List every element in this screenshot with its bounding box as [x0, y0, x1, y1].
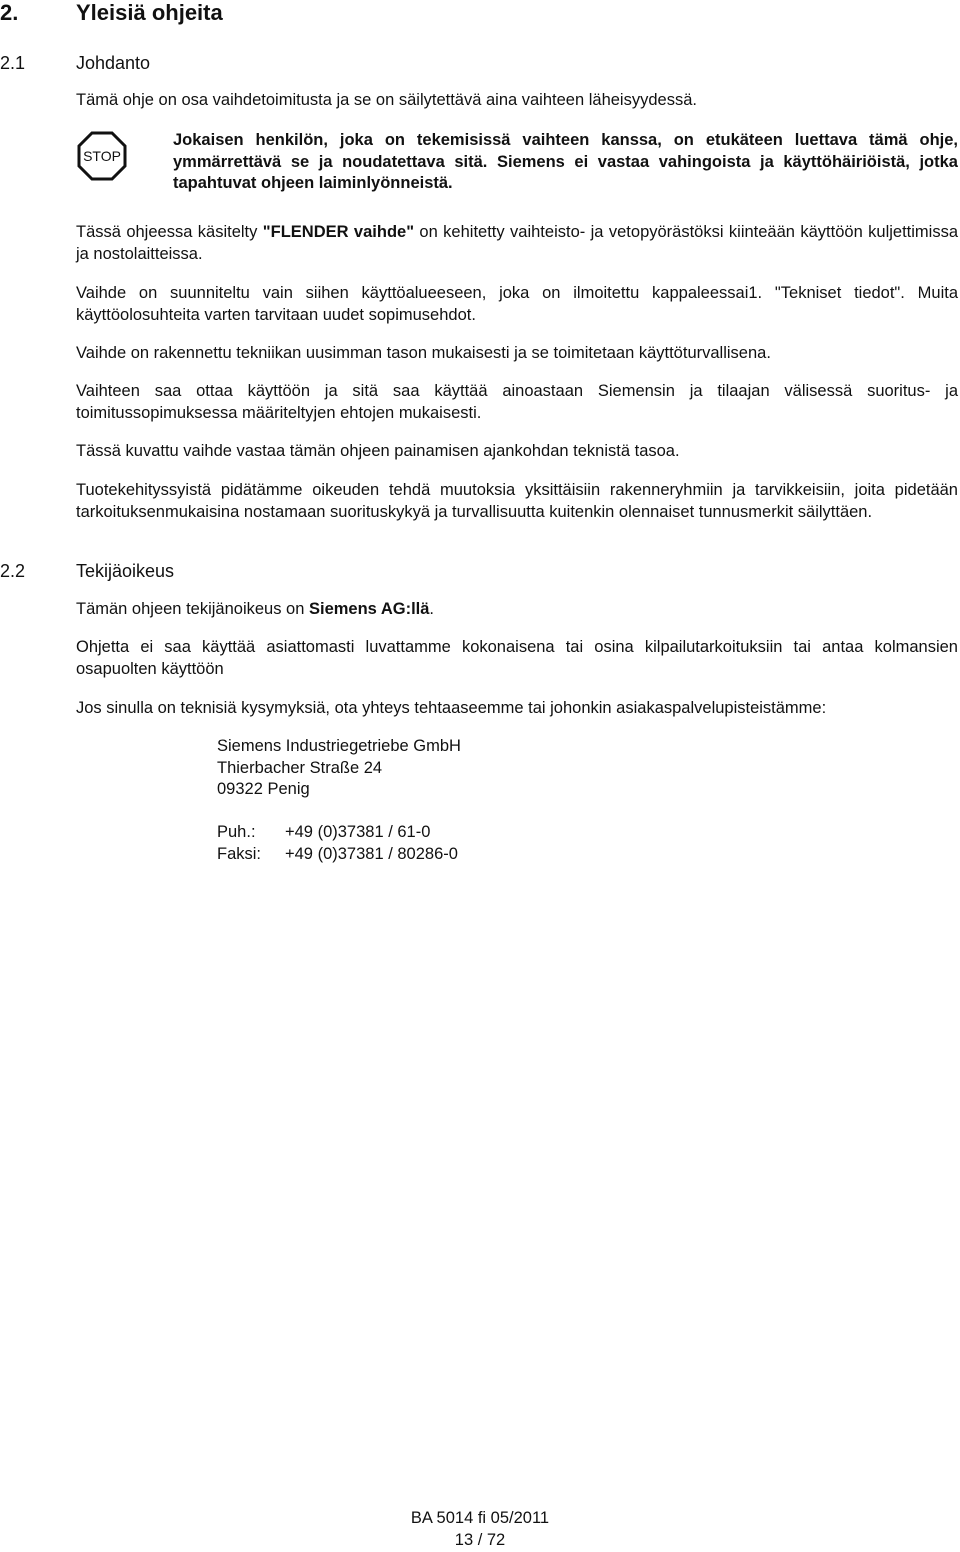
stop-sign-text: STOP	[83, 148, 121, 164]
chapter-number: 2.	[0, 0, 19, 25]
paragraph-flender: Tässä ohjeessa käsitelty "FLENDER vaihde" on kehitetty vaihteisto- ja vetopyörästöksi kiinteään käyttöön kuljettimissa ja nostolaitteissa.	[76, 223, 958, 263]
stop-sign-icon	[77, 131, 127, 181]
phone-label: Puh.:	[217, 823, 256, 841]
paragraph-development: Tuotekehityssyistä pidätämme oikeuden tehdä muutoksia yksittäisiin rakenneryhmiin ja tarvikkeisiin, joita pidetään tarkoituksenmukaisina nostamaan suorituskykyä ja turvallisuutta kuitenkin olennaiset tunnusmerkit säilyttäen.	[76, 481, 958, 521]
section-number: 2.2	[0, 561, 26, 581]
section-title: Tekijäoikeus	[76, 561, 175, 581]
paragraph-contact: Jos sinulla on teknisiä kysymyksiä, ota yhteys tehtaaseemme tai johonkin asiakaspalvelupisteistämme:	[76, 699, 827, 717]
paragraph-technical-level: Tässä kuvattu vaihde vastaa tämän ohjeen painamisen ajankohdan teknistä tasoa.	[76, 442, 680, 460]
city-address: 09322 Penig	[217, 780, 310, 798]
section-title: Johdanto	[76, 53, 151, 73]
paragraph-usage-restriction: Ohjetta ei saa käyttää asiattomasti luvattamme kokonaisena tai osina kilpailutarkoituksiin tai antaa kolmansien osapuolten käyttöön	[76, 638, 958, 678]
company-name: Siemens Industriegetriebe GmbH	[217, 737, 461, 755]
fax-label: Faksi:	[217, 845, 262, 863]
footer-page-number: 13 / 72	[454, 1531, 506, 1549]
footer-doc-id: BA 5014 fi 05/2011	[410, 1509, 550, 1527]
fax-number: +49 (0)37381 / 80286-0	[285, 845, 458, 863]
warning-text: Jokaisen henkilön, joka on tekemisissä vaihteen kanssa, on etukäteen luettava tämä ohje, ymmärrettävä se ja noudatettava sitä. Siemens ei vastaa vahingoista ja käyttöhäiriöistä, jotka tapahtuvat ohjeen laiminlyönneistä.	[173, 131, 958, 192]
paragraph-construction: Vaihde on rakennettu tekniikan uusimman tason mukaisesti ja se toimitetaan käyttöturvallisena.	[76, 344, 771, 362]
flender-name: "FLENDER vaihde"	[262, 223, 415, 241]
street-address: Thierbacher Straße 24	[217, 759, 383, 777]
paragraph-copyright: Tämän ohjeen tekijänoikeus on Siemens AG:llä.	[76, 600, 435, 618]
intro-paragraph: Tämä ohje on osa vaihdetoimitusta ja se on säilytettävä aina vaihteen läheisyydessä.	[76, 91, 697, 109]
paragraph-usage: Vaihde on suunniteltu vain siihen käyttöalueeseen, joka on ilmoitettu kappaleessai1. "Tekniset tiedot". Muita käyttöolosuhteita varten tarvitaan uudet sopimusehdot.	[76, 284, 958, 324]
chapter-title: Yleisiä ohjeita	[76, 0, 223, 25]
paragraph-commissioning: Vaihteen saa ottaa käyttöön ja sitä saa käyttää ainoastaan Siemensin ja tilaajan välisessä suoritus- ja toimitussopimuksessa määriteltyjen ehtojen mukaisesti.	[76, 382, 958, 422]
copyright-holder: Siemens AG:llä	[308, 600, 430, 618]
section-number: 2.1	[0, 53, 26, 73]
phone-number: +49 (0)37381 / 61-0	[285, 823, 431, 841]
